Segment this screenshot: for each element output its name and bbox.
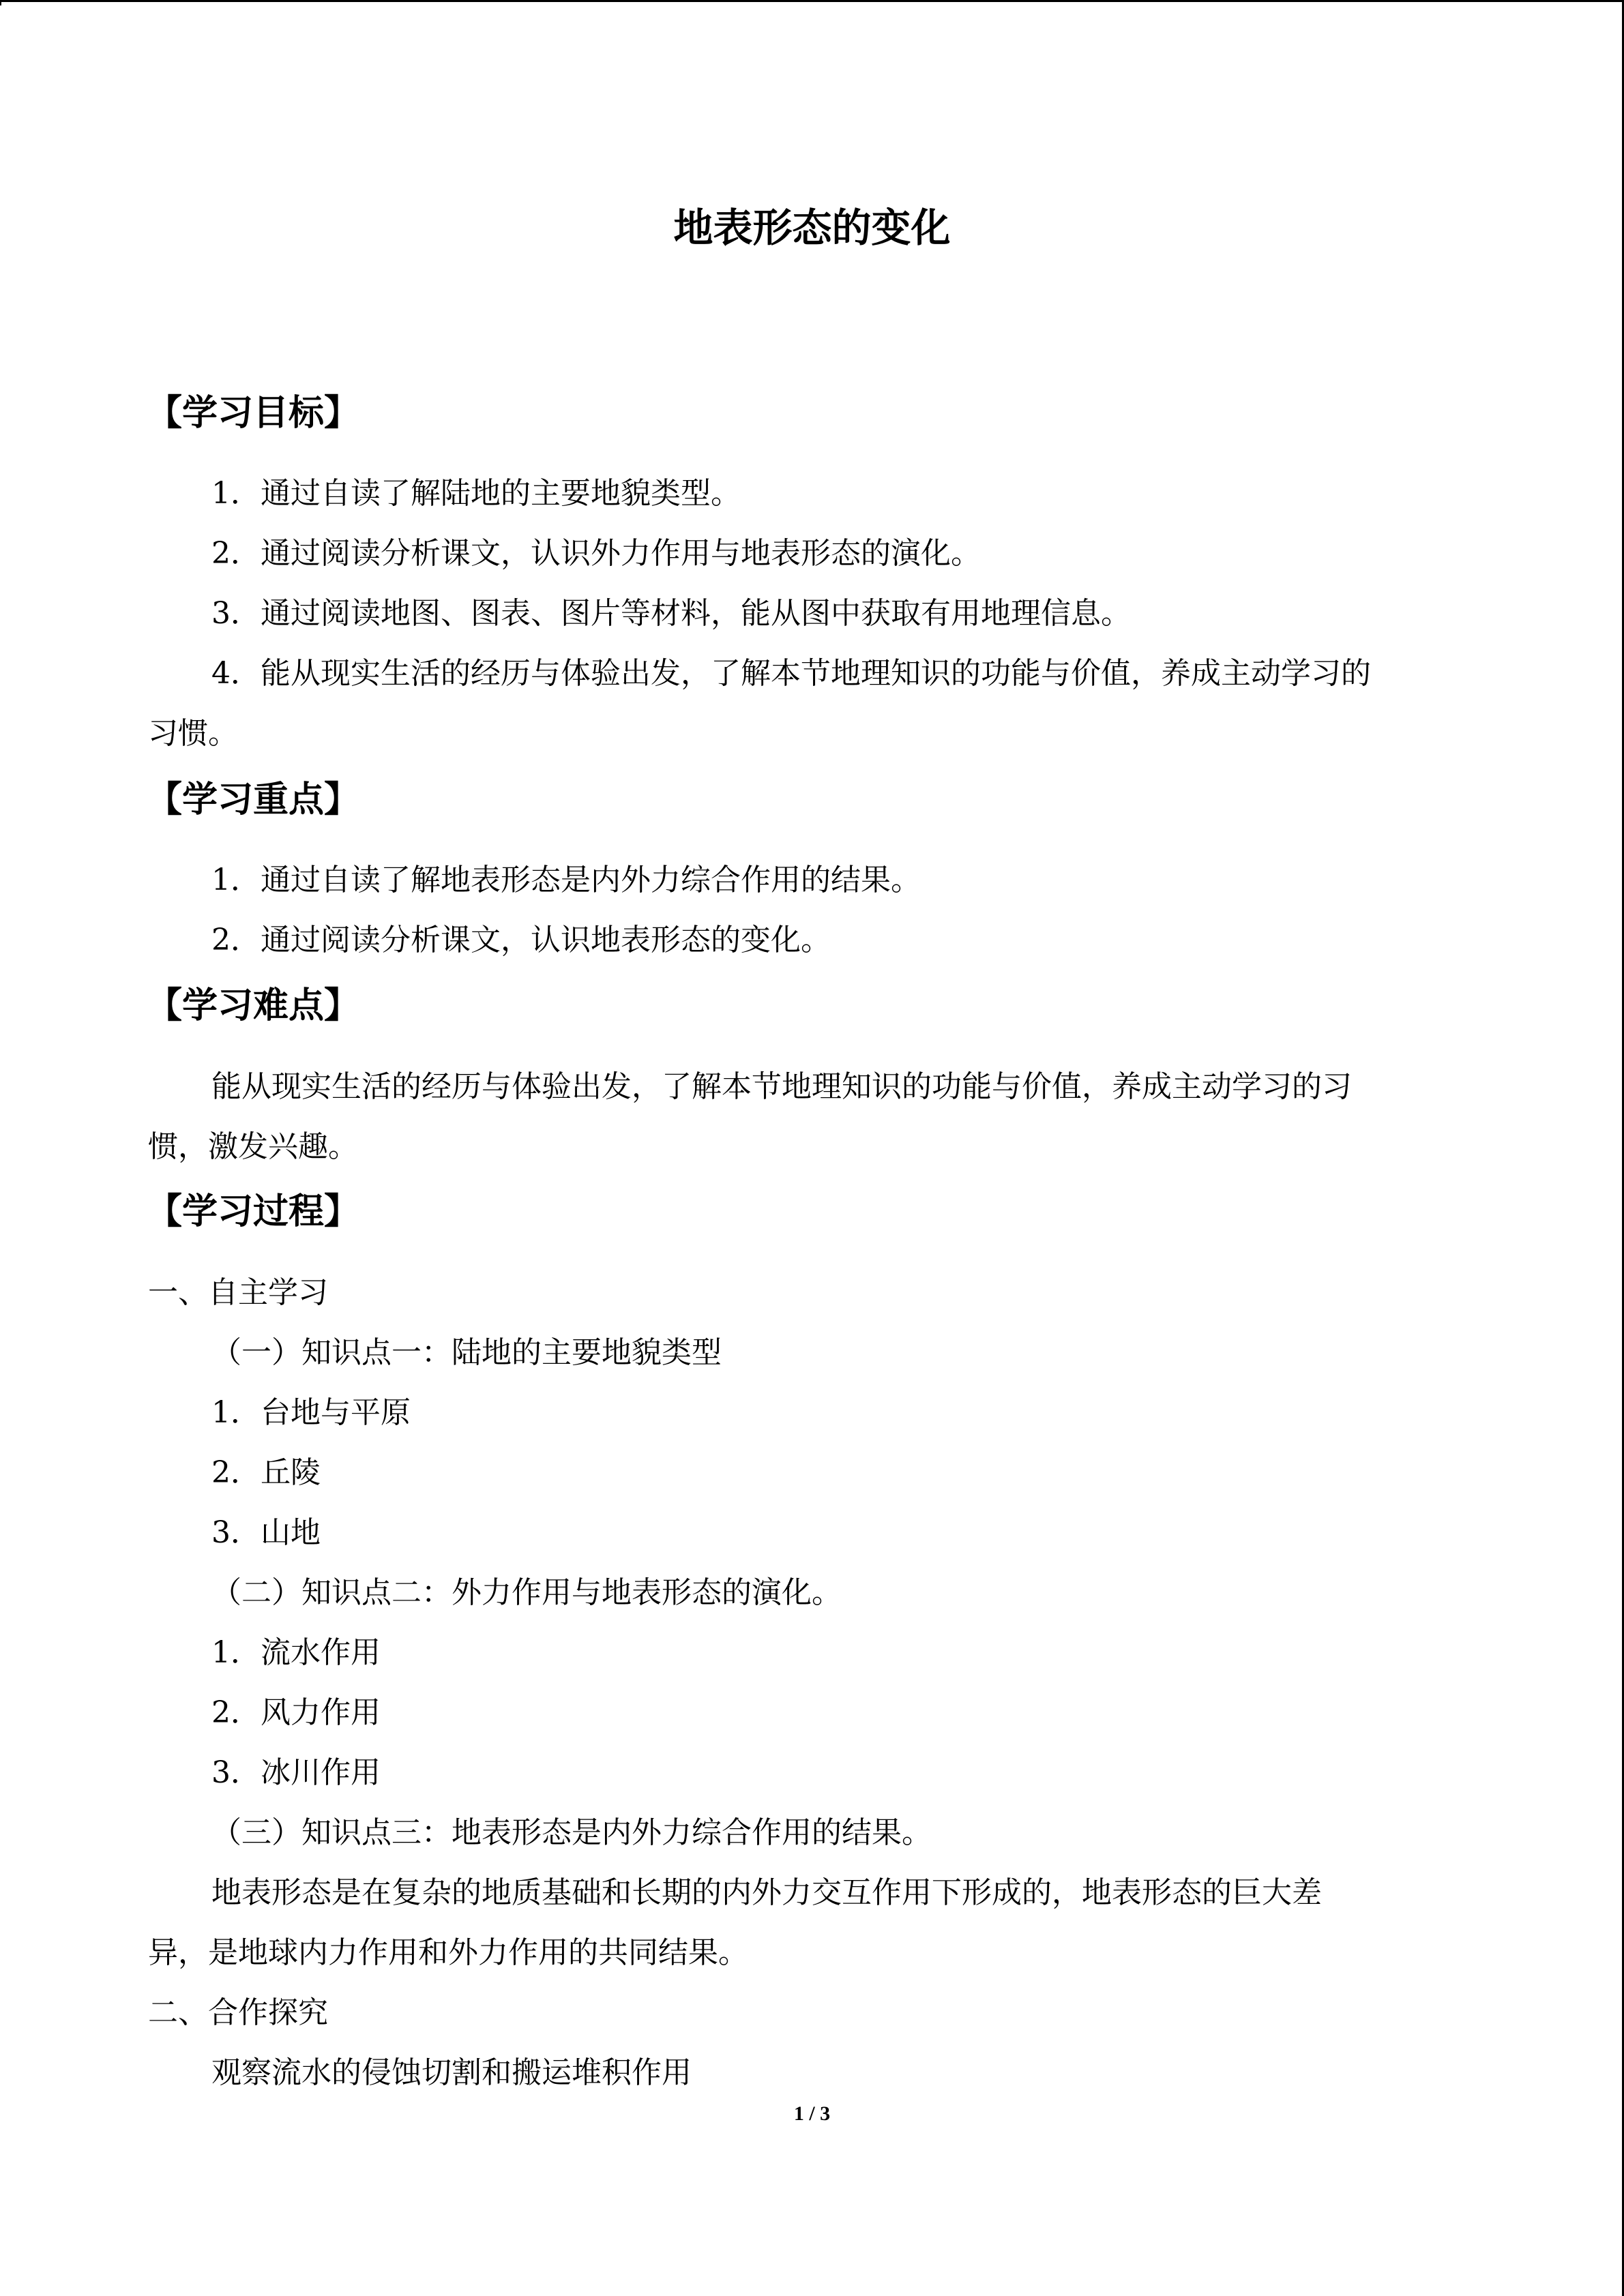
process-line: 1．台地与平原 <box>211 1395 411 1430</box>
process-line: 地表形态是在复杂的地质基础和长期的内外力交互作用下形成的，地表形态的巨大差 <box>211 1875 1322 1910</box>
document-title: 地表形态的变化 <box>673 205 951 251</box>
process-line: 2．风力作用 <box>211 1695 381 1730</box>
page-border-top <box>0 0 1624 2</box>
heading-key-points: 【学习重点】 <box>147 779 360 820</box>
process-line: （三）知识点三：地表形态是内外力综合作用的结果。 <box>211 1815 932 1850</box>
process-line: 二、合作探究 <box>148 1995 328 2030</box>
process-line: 一、自主学习 <box>148 1275 328 1310</box>
heading-difficulties: 【学习难点】 <box>147 985 360 1026</box>
process-line: 3．山地 <box>211 1515 321 1550</box>
objective-item: 3．通过阅读地图、图表、图片等材料，能从图中获取有用地理信息。 <box>211 596 1131 631</box>
key-point-item: 2．通过阅读分析课文，认识地表形态的变化。 <box>211 923 831 957</box>
page-border-left-tick <box>0 0 1 5</box>
difficulty-line: 能从现实生活的经历与体验出发，了解本节地理知识的功能与价值，养成主动学习的习 <box>211 1069 1352 1104</box>
process-line: 异，是地球内力作用和外力作用的共同结果。 <box>148 1935 748 1970</box>
objective-item: 1．通过自读了解陆地的主要地貌类型。 <box>211 476 741 511</box>
heading-process: 【学习过程】 <box>147 1191 360 1232</box>
page-number: 1 / 3 <box>793 2102 831 2125</box>
heading-objectives: 【学习目标】 <box>147 393 360 434</box>
process-line: （一）知识点一：陆地的主要地貌类型 <box>211 1335 722 1370</box>
process-line: 1．流水作用 <box>211 1635 381 1670</box>
objective-item: 4．能从现实生活的经历与体验出发，了解本节地理知识的功能与价值，养成主动学习的 <box>211 656 1371 691</box>
process-line: （二）知识点二：外力作用与地表形态的演化。 <box>211 1575 842 1610</box>
process-line: 2．丘陵 <box>211 1455 321 1490</box>
process-line: 观察流水的侵蚀切割和搬运堆积作用 <box>211 2055 692 2090</box>
key-point-item: 1．通过自读了解地表形态是内外力综合作用的结果。 <box>211 863 921 897</box>
process-line: 3．冰川作用 <box>211 1755 381 1790</box>
difficulty-line: 惯，激发兴趣。 <box>148 1129 358 1164</box>
objective-item-continuation: 习惯。 <box>148 716 238 751</box>
objective-item: 2．通过阅读分析课文，认识外力作用与地表形态的演化。 <box>211 536 981 571</box>
